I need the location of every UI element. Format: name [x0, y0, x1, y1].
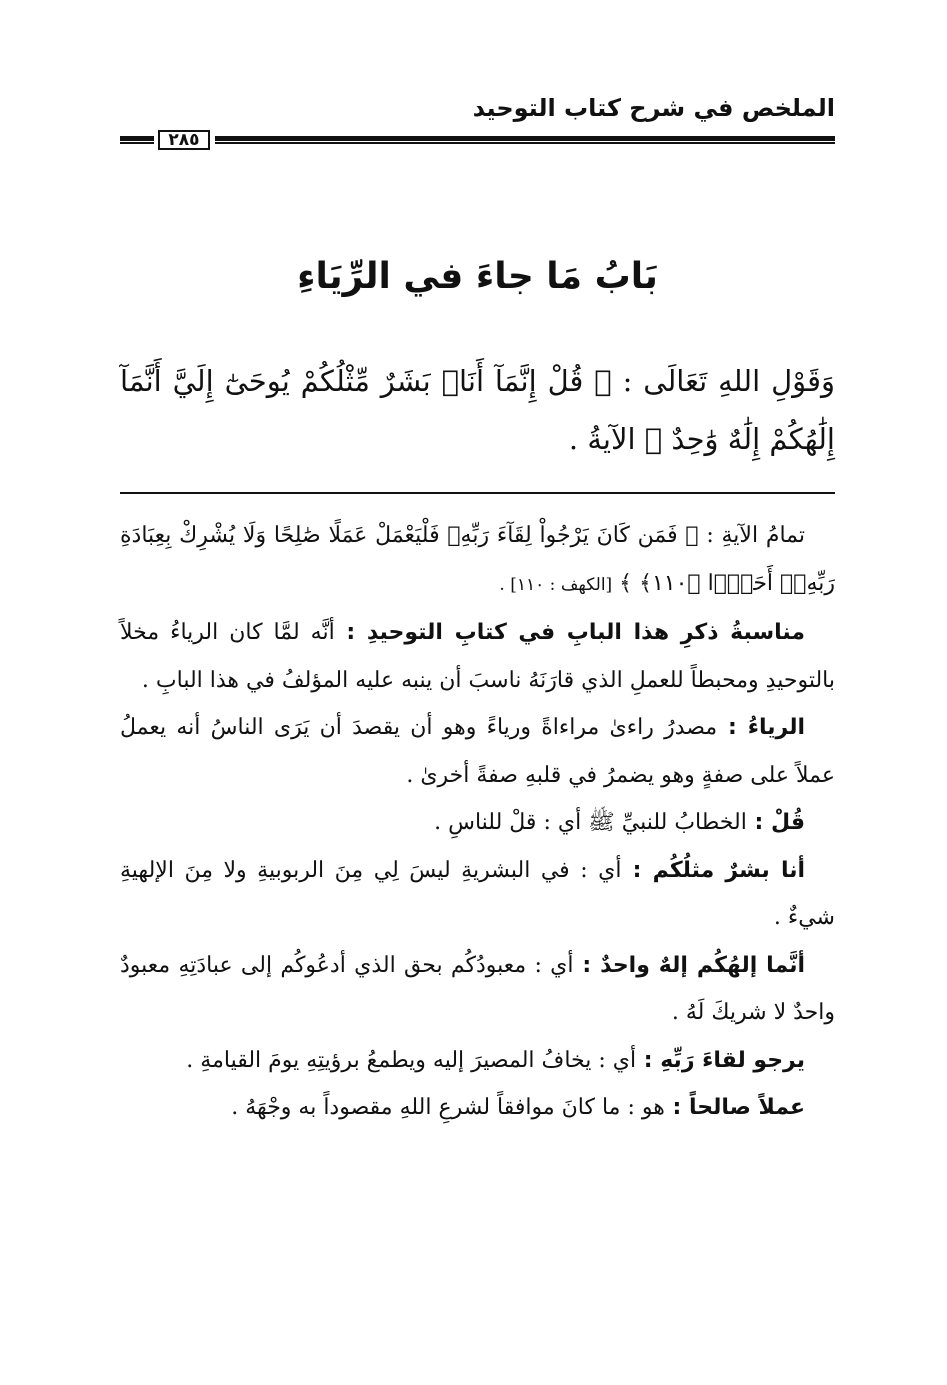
- paragraph-text: أنَّه لمَّا كان الرياءُ مخلاً بالتوحيدِ ومحبطاً للعملِ الذي قارَنَهُ ناسبَ أن ينبه عليه المؤلفُ في هذا البابِ .: [120, 620, 835, 693]
- paragraph-key: أنَّما إلهُكُم إلهٌ واحدٌ :: [573, 952, 805, 978]
- verse-tail: الآيةُ .: [568, 422, 645, 456]
- running-title: الملخص في شرح كتاب التوحيد: [472, 94, 835, 122]
- commentary: [120, 512, 835, 1132]
- commentary-paragraph: [120, 609, 835, 704]
- header-rule-short: [120, 136, 154, 144]
- separator-line: [120, 492, 835, 494]
- header-rule: [120, 130, 835, 152]
- paragraph-key: عملاً صالحاً :: [664, 1095, 805, 1120]
- commentary-paragraph: [120, 942, 835, 1037]
- verse-quran-text: ﴿ قُلْ إِنَّمَآ أَنَا۠ بَشَرٌ مِّثْلُكُمْ يُوحَىٰٓ إِلَيَّ أَنَّمَآ إِلَٰهُكُمْ إِلَٰهٌ وَٰحِدٌ ﴾: [120, 364, 835, 456]
- page-number: ٢٨٥: [158, 130, 210, 150]
- paragraph-key: قُلْ :: [746, 810, 805, 835]
- paragraph-text: مصدرُ راءىٰ مراءاةً ورياءً وهو أن يقصدَ أن يَرَى الناسُ أنه يعملُ عملاً على صفةٍ وهو يضمرُ في قلبهِ صفةً أخرىٰ .: [120, 715, 835, 788]
- paragraph-key: أنا بشرٌ مثلُكُم :: [621, 857, 806, 883]
- paragraph-key: تمامُ الآيةِ :: [698, 523, 805, 548]
- chapter-title: بَابُ مَا جاءَ في الرِّيَاءِ: [297, 256, 658, 297]
- paragraph-quran-text: ﴿ فَمَن كَانَ يَرْجُواْ لِقَآءَ رَبِّهِۦ فَلْيَعْمَلْ عَمَلًا صَٰلِحًا وَلَا يُشْرِكْ بِعِبَادَةِ رَبِّهِۦٓ أَحَدًۢا ﴿١١٠﴾ ﴾: [120, 523, 835, 596]
- verse-intro: وَقَوْلِ اللهِ تَعَالَى :: [611, 364, 835, 398]
- commentary-paragraph: [120, 1037, 835, 1085]
- paragraph-text: أي : في البشريةِ ليسَ لِي مِنَ الربوبيةِ ولا مِنَ الإلهيةِ شيءٌ .: [120, 857, 835, 930]
- header-rule-long: [215, 136, 835, 144]
- main-verse: [120, 352, 835, 468]
- commentary-paragraph: [120, 847, 835, 942]
- paragraph-text: أي : يخافُ المصيرَ إليه ويطمعُ برؤيتِهِ يومَ القيامةِ .: [186, 1047, 637, 1073]
- paragraph-key: مناسبةُ ذكرِ هذا البابِ في كتابِ التوحيدِ :: [334, 620, 805, 645]
- paragraph-text: هو : ما كانَ موافقاً لشرعِ اللهِ مقصوداً به وجْهَهُ .: [231, 1095, 665, 1120]
- paragraph-key: يرجو لقاءَ رَبِّهِ :: [636, 1047, 805, 1073]
- commentary-paragraph: [120, 1084, 835, 1132]
- paragraph-key: الرياءُ :: [717, 715, 806, 740]
- paragraph-text: أي : معبودُكُم بحق الذي أدعُوكُم إلى عبادَتِهِ معبودٌ واحدٌ لا شريكَ لَهُ .: [120, 952, 835, 1025]
- paragraph-text: الخطابُ للنبيِّ ﷺ أي : قلْ للناسِ .: [434, 810, 747, 835]
- verse-reference: [الكهف : ١١٠] .: [499, 574, 613, 595]
- commentary-paragraph: [120, 799, 835, 847]
- commentary-paragraph: [120, 704, 835, 799]
- commentary-paragraph: [120, 512, 835, 609]
